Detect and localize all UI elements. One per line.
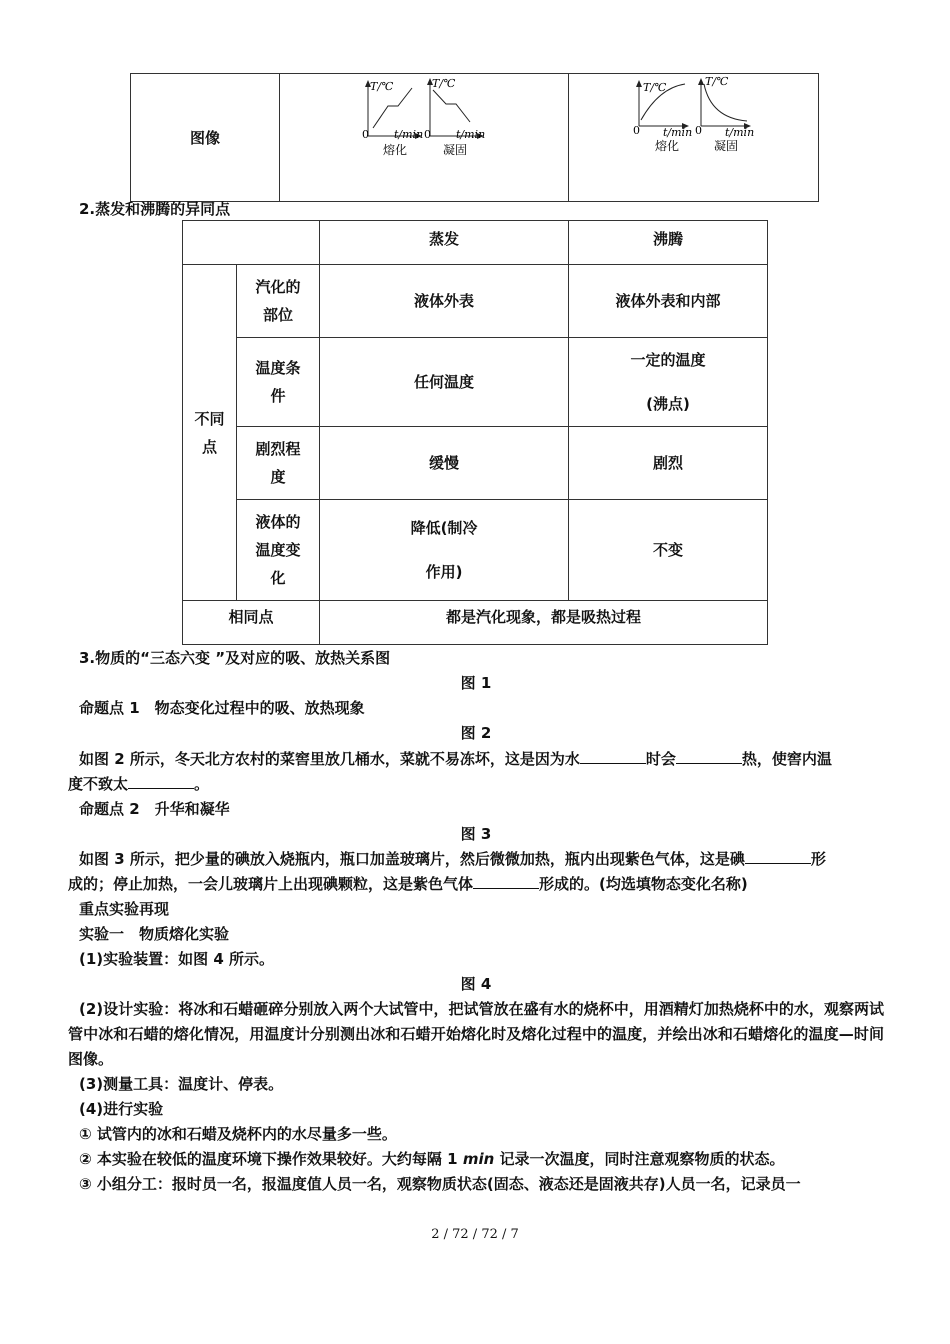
- q2-text-d: 度不致太: [68, 775, 129, 793]
- row-label-text: 温度条件: [255, 359, 301, 405]
- solidifying-curve: [704, 84, 747, 121]
- proposition1-heading: 命题点 1 物态变化过程中的吸、放热现象: [79, 699, 365, 717]
- group-different-label: 不同点: [194, 409, 225, 456]
- caption-solidifying: 凝固: [443, 143, 468, 157]
- focus-heading: 重点实验再现: [79, 900, 170, 918]
- cell-evap-temp-condition: 任何温度: [320, 338, 569, 427]
- cell-boil-intensity: 剧烈: [569, 427, 768, 500]
- amorphous-graphs-cell: [569, 74, 819, 202]
- evap-change-line2: 作用): [425, 563, 463, 581]
- row-label-text: 汽化的部位: [255, 278, 301, 324]
- y-axis-label: T/℃: [432, 77, 456, 90]
- section2-title: 2.蒸发和沸腾的异同点: [79, 200, 231, 218]
- origin-label: 0: [362, 128, 369, 141]
- q3-text-d: 形成的。(均选填物态变化名称): [539, 875, 748, 893]
- origin-label: 0: [695, 124, 702, 137]
- origin-label: 0: [633, 124, 640, 137]
- cell-boil-temp-change: 不变: [569, 500, 768, 601]
- figure4-caption: 图 4: [460, 975, 492, 993]
- question2-line2: [68, 772, 884, 797]
- item2-unit: min: [462, 1150, 495, 1168]
- row-label-part: [237, 265, 320, 338]
- row-label-intensity: [237, 427, 320, 500]
- q3-text-b: 形: [810, 850, 826, 868]
- y-axis-arrow: [698, 78, 704, 85]
- q3-text-a: 如图 3 所示，把少量的碘放入烧瓶内，瓶口加盖玻璃片，然后微微加热，瓶内出现紫色气体，这是碘: [79, 850, 745, 868]
- procedure-item-3: ③ 小组分工：报时员一名，报温度值人员一名，观察物质状态(固态、液态还是固液共存)人员一名，记录员一: [79, 1175, 801, 1193]
- paragraph-procedure: (4)进行实验: [79, 1100, 164, 1118]
- row-label-temp-condition: [237, 338, 320, 427]
- crystal-graphs-cell: [280, 74, 569, 202]
- x-axis-label: t/min: [394, 128, 424, 141]
- same-value: 都是汽化现象，都是吸热过程: [320, 601, 768, 645]
- answer-blank[interactable]: [745, 849, 811, 864]
- header-empty: [183, 221, 320, 265]
- crystal-graphs: [280, 74, 568, 192]
- proposition2-heading: 命题点 2 升华和凝华: [79, 800, 230, 818]
- question2-line1: [68, 747, 895, 772]
- amorphous-solidifying-graph: [695, 75, 754, 153]
- header-evaporation: 蒸发: [320, 221, 569, 265]
- paragraph-apparatus: (1)实验装置：如图 4 所示。: [79, 950, 275, 968]
- image-row-table: [130, 73, 819, 202]
- item2-text-a: ② 本实验在较低的温度环境下操作效果较好。大约每隔 1: [79, 1150, 463, 1168]
- boil-temp-line1: 一定的温度: [630, 351, 706, 369]
- cell-boil-part: 液体外表和内部: [569, 265, 768, 338]
- row-label-text: 液体的温度变化: [255, 513, 301, 587]
- boil-temp-line2: (沸点): [646, 395, 690, 413]
- melting-curve: [373, 88, 412, 128]
- section3-title: 3.物质的“三态六变 ”及对应的吸、放热关系图: [79, 649, 391, 667]
- q2-text-e: 。: [194, 775, 210, 793]
- item2-text-b: 记录一次温度，同时注意观察物质的状态。: [494, 1150, 785, 1168]
- y-axis-label: T/℃: [370, 80, 394, 93]
- experiment1-heading: 实验一 物质熔化实验: [79, 925, 230, 943]
- figure3-caption: 图 3: [460, 825, 492, 843]
- x-axis-label: t/min: [456, 128, 486, 141]
- answer-blank[interactable]: [473, 874, 539, 889]
- crystal-solidifying-graph: [424, 77, 485, 157]
- caption-melting: 熔化: [655, 139, 680, 153]
- same-label: 相同点: [183, 601, 320, 645]
- x-axis-label: t/min: [663, 126, 693, 139]
- answer-blank[interactable]: [676, 749, 742, 764]
- origin-label: 0: [424, 128, 431, 141]
- row-label-text: 剧烈程度: [255, 440, 301, 486]
- evap-change-line1: 降低(制冷: [410, 519, 478, 537]
- answer-blank[interactable]: [128, 774, 194, 789]
- page-footer: 2 / 72 / 72 / 7: [431, 1227, 519, 1242]
- crystal-melting-graph: [362, 80, 423, 157]
- caption-solidifying: 凝固: [714, 139, 739, 153]
- paragraph-tools: (3)测量工具：温度计、停表。: [79, 1075, 284, 1093]
- amorphous-graphs: [569, 74, 818, 192]
- amorphous-melting-graph: [633, 80, 692, 153]
- caption-melting: 熔化: [383, 143, 408, 157]
- q2-text-b: 时会: [645, 750, 676, 768]
- y-axis-arrow: [636, 80, 642, 87]
- cell-boil-temp-condition: [569, 338, 768, 427]
- procedure-item-2: [68, 1147, 895, 1172]
- answer-blank[interactable]: [580, 749, 646, 764]
- x-axis-label: t/min: [725, 126, 755, 139]
- evaporation-boiling-table: [182, 220, 768, 645]
- solidifying-curve: [433, 90, 470, 122]
- cell-evap-temp-change: [320, 500, 569, 601]
- group-different: [183, 265, 237, 601]
- figure1-caption: 图 1: [460, 674, 492, 692]
- question3-line1: [68, 847, 895, 872]
- y-axis-label: T/℃: [705, 75, 729, 88]
- paragraph-design: (2)设计实验：将冰和石蜡砸碎分别放入两个大试管中，把试管放在盛有水的烧杯中，用酒精灯加热烧杯中的水，观察两试管中冰和石蜡的熔化情况，用温度计分别测出冰和石蜡开始熔化时及熔化过程中的温度，并绘出冰和石蜡熔化的温度—时间图像。: [68, 1000, 884, 1068]
- q2-text-a: 如图 2 所示，冬天北方农村的菜窖里放几桶水，菜就不易冻坏，这是因为水: [79, 750, 580, 768]
- question3-line2: [68, 872, 884, 897]
- figure2-caption: 图 2: [460, 724, 492, 742]
- row-label-temp-change: [237, 500, 320, 601]
- q3-text-c: 成的；停止加热，一会儿玻璃片上出现碘颗粒，这是紫色气体: [68, 875, 474, 893]
- q2-text-c: 热，使窖内温: [741, 750, 832, 768]
- cell-evap-part: 液体外表: [320, 265, 569, 338]
- image-row-label: 图像: [131, 74, 280, 202]
- procedure-item-1: ① 试管内的冰和石蜡及烧杯内的水尽量多一些。: [79, 1125, 397, 1143]
- header-boiling: 沸腾: [569, 221, 768, 265]
- cell-evap-intensity: 缓慢: [320, 427, 569, 500]
- y-axis-label: T/℃: [643, 81, 667, 94]
